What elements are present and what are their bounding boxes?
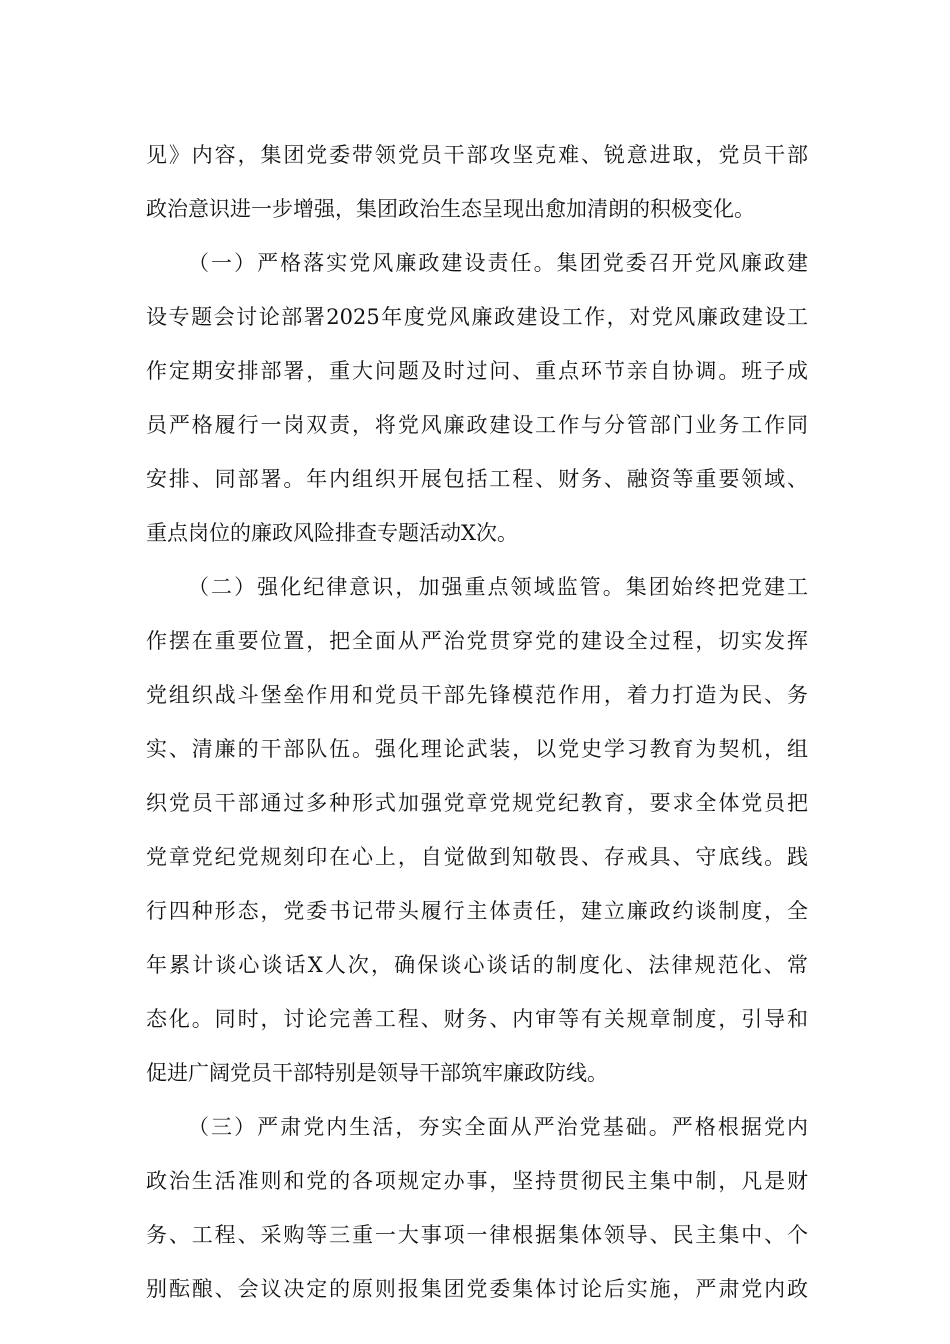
paragraph-line: 态化。同时，讨论完善工程、财务、内审等有关规章制度，引导和 <box>146 1007 808 1031</box>
paragraph-line: 作摆在重要位置，把全面从严治党贯穿党的建设全过程，切实发挥 <box>146 629 808 653</box>
paragraph-line: 党组织战斗堡垒作用和党员干部先锋模范作用，着力打造为民、务 <box>146 683 808 707</box>
paragraph-line: 务、工程、采购等三重一大事项一律根据集体领导、民主集中、个 <box>146 1223 808 1247</box>
paragraph-line: 行四种形态，党委书记带头履行主体责任，建立廉政约谈制度，全 <box>146 899 808 923</box>
paragraph-line: 重点岗位的廉政风险排查专题活动X次。 <box>146 521 518 545</box>
document-body <box>146 128 808 1316</box>
paragraph-section-3 <box>146 1100 808 1316</box>
paragraph-line: 党章党纪党规刻印在心上，自觉做到知敬畏、存戒具、守底线。践 <box>146 845 808 869</box>
paragraph-line: 见》内容，集团党委带领党员干部攻坚克难、锐意进取，党员干部 <box>146 143 808 167</box>
paragraph-line: 设专题会讨论部署2025年度党风廉政建设工作，对党风廉政建设工 <box>146 305 808 329</box>
paragraph-section-1 <box>146 236 808 560</box>
paragraph-line: 安排、同部署。年内组织开展包括工程、财务、融资等重要领域、 <box>146 467 808 491</box>
paragraph-line: 促进广阔党员干部特别是领导干部筑牢廉政防线。 <box>146 1061 608 1085</box>
section-heading-line: （二）强化纪律意识，加强重点领域监管。集团始终把党建工 <box>188 575 808 599</box>
paragraph-line: 别酝酿、会议决定的原则报集团党委集体讨论后实施，严肃党内政 <box>146 1277 808 1301</box>
paragraph-line: 作定期安排部署，重大问题及时过问、重点环节亲自协调。班子成 <box>146 359 808 383</box>
paragraph-intro <box>146 128 808 236</box>
paragraph-line: 年累计谈心谈话X人次，确保谈心谈话的制度化、法律规范化、常 <box>146 953 808 977</box>
paragraph-section-2 <box>146 560 808 1100</box>
paragraph-line: 织党员干部通过多种形式加强党章党规党纪教育，要求全体党员把 <box>146 791 808 815</box>
paragraph-line: 实、清廉的干部队伍。强化理论武装，以党史学习教育为契机，组 <box>146 737 808 761</box>
paragraph-line: 政治生活准则和党的各项规定办事，坚持贯彻民主集中制，凡是财 <box>146 1169 808 1193</box>
section-heading-line: （一）严格落实党风廉政建设责任。集团党委召开党风廉政建 <box>188 251 808 275</box>
paragraph-line: 政治意识进一步增强，集团政治生态呈现出愈加清朗的积极变化。 <box>146 197 755 221</box>
paragraph-line: 员严格履行一岗双责，将党风廉政建设工作与分管部门业务工作同 <box>146 413 808 437</box>
section-heading-line: （三）严肃党内生活，夯实全面从严治党基础。严格根据党内 <box>188 1115 808 1139</box>
